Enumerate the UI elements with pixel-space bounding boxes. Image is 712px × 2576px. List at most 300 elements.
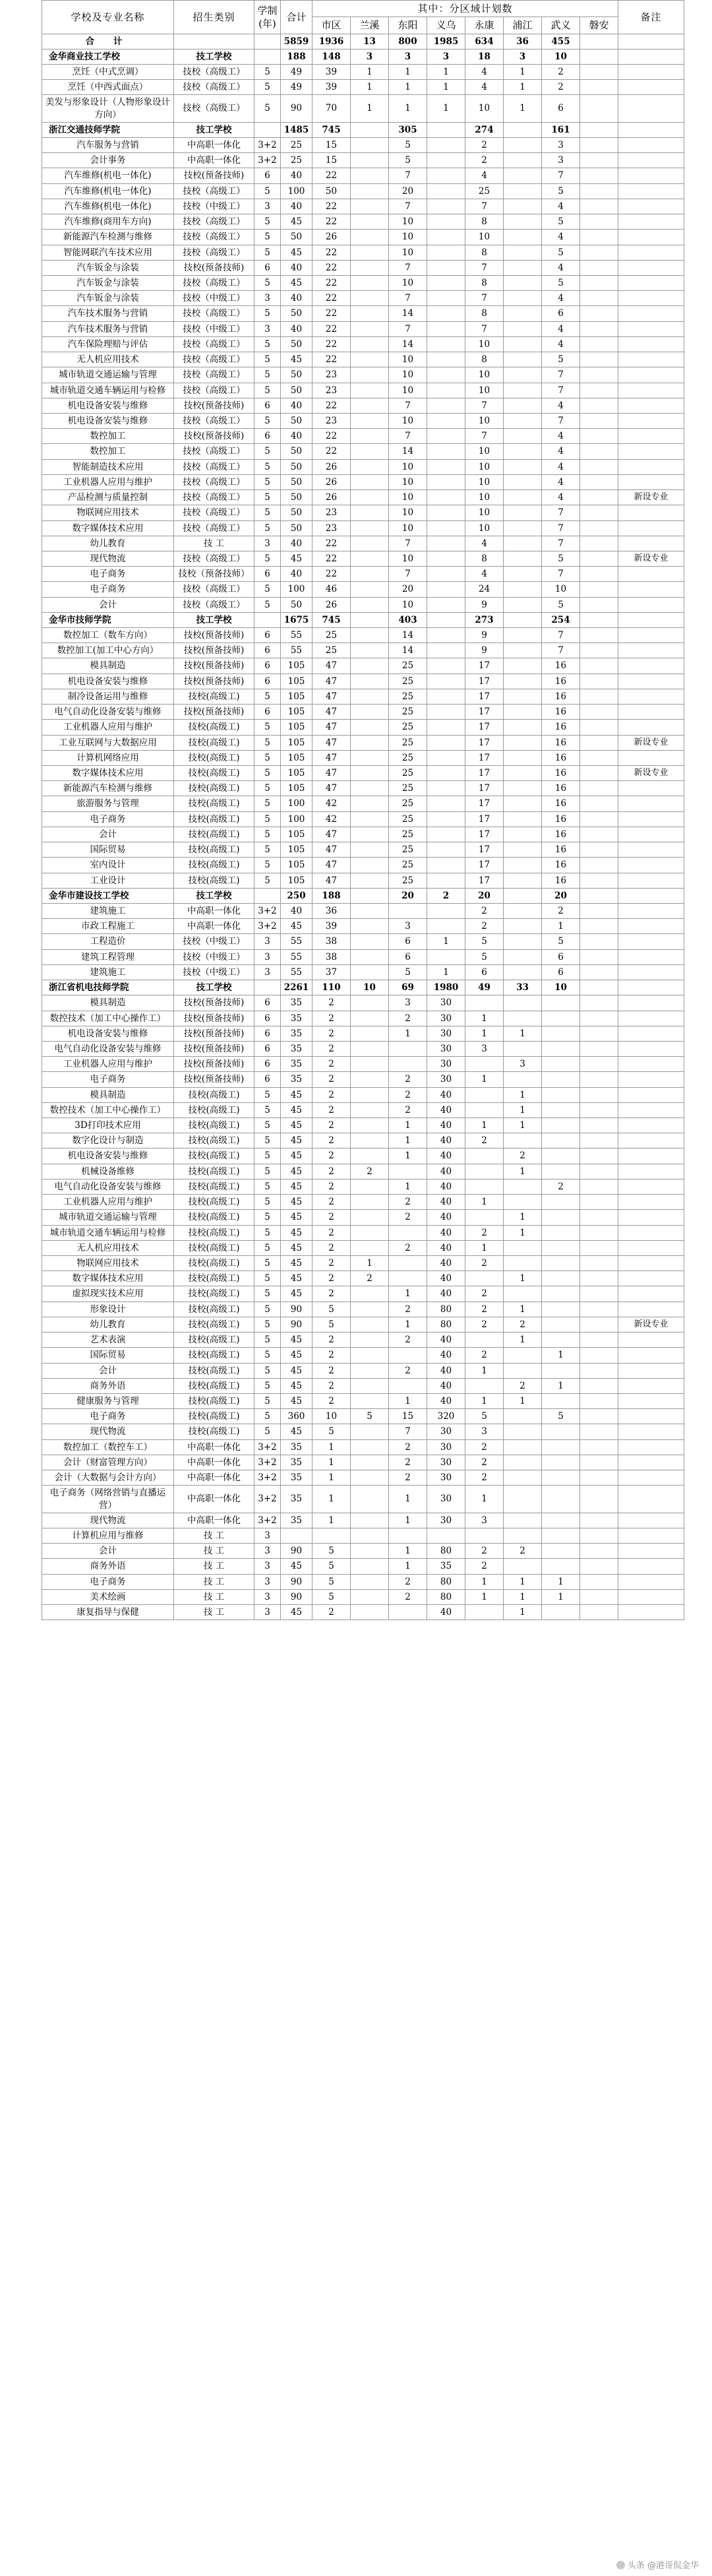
cell-district-7 (580, 873, 618, 888)
cell-total: 45 (281, 551, 312, 566)
cell-note (618, 536, 684, 551)
cell-district-3 (427, 260, 465, 275)
cell-district-1: 2 (351, 1164, 389, 1179)
cell-district-0: 2 (312, 1256, 351, 1271)
cell-district-1: 10 (351, 980, 389, 995)
cell-category: 技校（高级工） (174, 95, 254, 122)
cell-note (618, 367, 684, 383)
cell-years: 3+2 (254, 919, 281, 934)
cell-district-1 (351, 321, 389, 336)
cell-district-0: 188 (312, 888, 351, 903)
cell-years: 5 (254, 490, 281, 505)
table-row (42, 168, 684, 183)
cell-district-1: 2 (351, 1271, 389, 1286)
cell-district-7 (580, 1087, 618, 1102)
cell-district-5: 1 (504, 1102, 542, 1117)
cell-district-5 (504, 245, 542, 260)
cell-district-5: 1 (504, 1087, 542, 1102)
cell-years: 6 (254, 1011, 281, 1026)
cell-category: 技工学校 (174, 49, 254, 64)
cell-district-2: 1 (389, 1026, 427, 1041)
table-row (42, 1317, 684, 1332)
cell-district-3: 40 (427, 1378, 465, 1393)
cell-district-0: 5 (312, 1317, 351, 1332)
cell-major-name: 形象设计 (42, 1302, 174, 1317)
cell-district-6: 7 (542, 505, 580, 520)
cell-district-4: 5 (465, 934, 504, 949)
table-row (42, 138, 684, 153)
cell-district-7 (580, 597, 618, 612)
cell-district-3: 1 (427, 95, 465, 122)
cell-note (618, 597, 684, 612)
cell-district-5 (504, 612, 542, 627)
cell-years: 5 (254, 796, 281, 811)
cell-district-2: 403 (389, 612, 427, 627)
cell-category: 技校（高级工） (174, 276, 254, 291)
cell-years: 5 (254, 781, 281, 796)
cell-district-3: 30 (427, 1011, 465, 1026)
cell-note (618, 1470, 684, 1486)
cell-total: 90 (281, 95, 312, 122)
cell-district-7 (580, 1378, 618, 1393)
cell-category: 技 工 (174, 536, 254, 551)
cell-district-7 (580, 398, 618, 413)
cell-district-0: 39 (312, 80, 351, 95)
cell-district-3 (427, 153, 465, 168)
cell-district-0: 26 (312, 597, 351, 612)
cell-district-3: 35 (427, 1559, 465, 1574)
cell-total: 35 (281, 1439, 312, 1455)
cell-district-5 (504, 873, 542, 888)
cell-years: 3 (254, 536, 281, 551)
cell-district-7 (580, 858, 618, 873)
cell-district-0: 745 (312, 122, 351, 137)
table-row (42, 1118, 684, 1133)
cell-district-5 (504, 138, 542, 153)
cell-district-1 (351, 383, 389, 398)
cell-total: 100 (281, 796, 312, 811)
cell-major-name: 城市轨道交通运输与管理 (42, 367, 174, 383)
header-note: 备注 (618, 1, 684, 34)
cell-years: 3 (254, 964, 281, 980)
cell-district-6: 2 (542, 64, 580, 79)
cell-district-1 (351, 352, 389, 367)
cell-district-7 (580, 919, 618, 934)
cell-district-3: 40 (427, 1271, 465, 1286)
cell-district-6 (542, 1225, 580, 1240)
cell-category: 技工学校 (174, 612, 254, 627)
cell-district-7 (580, 1544, 618, 1559)
cell-district-6: 4 (542, 459, 580, 474)
cell-district-2: 1 (389, 1286, 427, 1302)
cell-district-4 (465, 1087, 504, 1102)
cell-district-4: 4 (465, 64, 504, 79)
cell-district-1 (351, 214, 389, 230)
cell-major-name: 合 计 (42, 34, 174, 49)
cell-years: 5 (254, 858, 281, 873)
enrollment-plan-table (42, 0, 684, 1620)
cell-major-name: 幼儿教育 (42, 1317, 174, 1332)
cell-major-name: 汽车钣金与涂装 (42, 291, 174, 306)
cell-note (618, 612, 684, 627)
cell-district-7 (580, 214, 618, 230)
cell-note (618, 1256, 684, 1271)
cell-major-name: 康复指导与保健 (42, 1605, 174, 1620)
cell-total: 45 (281, 1240, 312, 1255)
cell-total: 40 (281, 398, 312, 413)
cell-district-6: 5 (542, 597, 580, 612)
cell-district-5 (504, 995, 542, 1011)
cell-district-3: 40 (427, 1164, 465, 1179)
cell-category: 技校(高级工) (174, 1133, 254, 1148)
cell-district-5: 1 (504, 1225, 542, 1240)
cell-category: 技校（预备技师） (174, 567, 254, 582)
cell-major-name: 机电设备安装与维修 (42, 674, 174, 689)
table-row (42, 95, 684, 122)
cell-district-0: 47 (312, 766, 351, 781)
cell-district-0: 1936 (312, 34, 351, 49)
cell-major-name: 会计（财富管理方向） (42, 1455, 174, 1470)
cell-years: 5 (254, 551, 281, 566)
cell-district-3 (427, 352, 465, 367)
cell-district-0: 2 (312, 1348, 351, 1363)
cell-note (618, 567, 684, 582)
cell-category: 技校(高级工) (174, 827, 254, 842)
cell-district-6 (542, 1439, 580, 1455)
cell-district-5 (504, 1439, 542, 1455)
cell-district-2: 1 (389, 1513, 427, 1528)
cell-category: 技校（高级工） (174, 183, 254, 199)
cell-total: 100 (281, 811, 312, 827)
cell-district-0: 1 (312, 1455, 351, 1470)
cell-total: 49 (281, 64, 312, 79)
cell-district-4: 10 (465, 444, 504, 459)
cell-district-3: 40 (427, 1195, 465, 1210)
cell-district-1 (351, 720, 389, 735)
cell-district-3: 80 (427, 1574, 465, 1589)
cell-years: 6 (254, 168, 281, 183)
cell-district-0: 22 (312, 429, 351, 444)
cell-district-7 (580, 964, 618, 980)
cell-district-6: 4 (542, 474, 580, 489)
cell-years: 3 (254, 1574, 281, 1589)
cell-note (618, 429, 684, 444)
cell-district-3: 40 (427, 1210, 465, 1225)
cell-major-name: 电气自动化设备安装与维修 (42, 1041, 174, 1056)
cell-major-name: 健康服务与管理 (42, 1393, 174, 1408)
cell-district-1 (351, 1225, 389, 1240)
cell-category: 技校(高级工) (174, 1240, 254, 1255)
cell-district-5 (504, 122, 542, 137)
cell-district-3 (427, 413, 465, 428)
cell-district-1 (351, 1148, 389, 1164)
table-row (42, 949, 684, 964)
table-row (42, 1605, 684, 1620)
cell-district-5 (504, 735, 542, 750)
cell-district-7 (580, 1041, 618, 1056)
cell-major-name: 汽车维修(机电一体化) (42, 183, 174, 199)
cell-district-7 (580, 735, 618, 750)
cell-district-1: 1 (351, 64, 389, 79)
cell-district-4: 3 (465, 1513, 504, 1528)
cell-district-6 (542, 1102, 580, 1117)
cell-total: 105 (281, 720, 312, 735)
cell-note (618, 949, 684, 964)
table-row (42, 1057, 684, 1072)
cell-total: 50 (281, 520, 312, 536)
cell-district-1: 1 (351, 95, 389, 122)
cell-district-1 (351, 919, 389, 934)
cell-note (618, 444, 684, 459)
cell-years: 3 (254, 321, 281, 336)
cell-total: 50 (281, 444, 312, 459)
cell-district-1 (351, 520, 389, 536)
cell-district-3: 40 (427, 1286, 465, 1302)
cell-district-7 (580, 1256, 618, 1271)
cell-district-2: 25 (389, 842, 427, 858)
cell-years: 5 (254, 1302, 281, 1317)
cell-district-0: 26 (312, 230, 351, 245)
cell-category: 技校(预备技师) (174, 1041, 254, 1056)
cell-district-0 (312, 1528, 351, 1543)
cell-note: 新设专业 (618, 766, 684, 781)
cell-district-5: 1 (504, 1574, 542, 1589)
cell-major-name: 工业互联网与大数据应用 (42, 735, 174, 750)
cell-note (618, 1225, 684, 1240)
cell-district-1 (351, 934, 389, 949)
cell-major-name: 市政工程施工 (42, 919, 174, 934)
cell-district-4: 2 (465, 1470, 504, 1486)
cell-district-3: 1 (427, 934, 465, 949)
cell-district-5: 1 (504, 1333, 542, 1348)
cell-district-7 (580, 643, 618, 658)
cell-years: 5 (254, 1195, 281, 1210)
cell-district-2: 7 (389, 168, 427, 183)
cell-district-6: 161 (542, 122, 580, 137)
cell-district-2: 1 (389, 1559, 427, 1574)
cell-district-4: 17 (465, 827, 504, 842)
cell-major-name: 数控加工 (42, 444, 174, 459)
cell-category: 技校(高级工) (174, 873, 254, 888)
cell-district-5 (504, 674, 542, 689)
cell-district-0: 22 (312, 291, 351, 306)
cell-years: 5 (254, 1256, 281, 1271)
cell-district-3 (427, 827, 465, 842)
cell-note (618, 122, 684, 137)
cell-total: 45 (281, 1133, 312, 1148)
cell-district-1 (351, 1011, 389, 1026)
cell-total: 45 (281, 1179, 312, 1194)
cell-total: 45 (281, 1271, 312, 1286)
cell-district-5 (504, 1348, 542, 1363)
table-row (42, 873, 684, 888)
cell-note: 新设专业 (618, 551, 684, 566)
cell-major-name: 物联网应用技术 (42, 505, 174, 520)
cell-district-2: 1 (389, 80, 427, 95)
cell-district-5 (504, 520, 542, 536)
cell-major-name: 商务外语 (42, 1378, 174, 1393)
cell-major-name: 3D打印技术应用 (42, 1118, 174, 1133)
cell-district-6: 2 (542, 1179, 580, 1194)
cell-district-5 (504, 949, 542, 964)
watermark-footer (616, 2558, 699, 2571)
cell-district-4: 2 (465, 1348, 504, 1363)
cell-district-7 (580, 1528, 618, 1543)
cell-total: 35 (281, 1072, 312, 1087)
cell-district-1 (351, 276, 389, 291)
cell-major-name: 汽车钣金与涂装 (42, 260, 174, 275)
cell-major-name: 艺术表演 (42, 1333, 174, 1348)
cell-note (618, 474, 684, 489)
cell-district-2: 1 (389, 1317, 427, 1332)
table-row (42, 1225, 684, 1240)
cell-district-6: 16 (542, 842, 580, 858)
cell-district-6: 4 (542, 199, 580, 214)
cell-district-4: 634 (465, 34, 504, 49)
cell-district-2: 2 (389, 1087, 427, 1102)
cell-district-0: 15 (312, 153, 351, 168)
cell-major-name: 机械设备维修 (42, 1164, 174, 1179)
cell-district-7 (580, 34, 618, 49)
cell-district-7 (580, 1317, 618, 1332)
cell-category: 技 工 (174, 1589, 254, 1604)
cell-district-6: 4 (542, 321, 580, 336)
cell-district-4 (465, 1102, 504, 1117)
cell-category: 技校（高级工） (174, 490, 254, 505)
cell-district-1 (351, 658, 389, 674)
header-district-2: 东阳 (389, 17, 427, 34)
cell-note (618, 214, 684, 230)
cell-total: 5859 (281, 34, 312, 49)
cell-district-0: 5 (312, 1574, 351, 1589)
cell-district-3 (427, 750, 465, 765)
cell-total: 35 (281, 1041, 312, 1056)
cell-category: 技校（中级工） (174, 934, 254, 949)
cell-district-4: 7 (465, 260, 504, 275)
cell-total: 100 (281, 183, 312, 199)
cell-total: 45 (281, 1118, 312, 1133)
cell-note (618, 1544, 684, 1559)
cell-category: 技校(高级工) (174, 1148, 254, 1164)
cell-note (618, 964, 684, 980)
cell-district-3: 30 (427, 1513, 465, 1528)
cell-district-0: 39 (312, 64, 351, 79)
cell-district-6 (542, 1528, 580, 1543)
cell-district-2 (389, 1528, 427, 1543)
cell-note (618, 64, 684, 79)
cell-district-6: 16 (542, 781, 580, 796)
table-row (42, 689, 684, 704)
cell-district-1 (351, 1317, 389, 1332)
cell-district-7 (580, 1302, 618, 1317)
cell-total: 35 (281, 1455, 312, 1470)
cell-note (618, 750, 684, 765)
cell-district-2: 2 (389, 1455, 427, 1470)
cell-district-3 (427, 643, 465, 658)
cell-district-6: 7 (542, 520, 580, 536)
cell-district-5: 1 (504, 95, 542, 122)
cell-district-6 (542, 1486, 580, 1513)
cell-district-7 (580, 1271, 618, 1286)
cell-major-name: 数控加工(加工中心方向） (42, 643, 174, 658)
cell-total: 45 (281, 1210, 312, 1225)
cell-district-1: 3 (351, 49, 389, 64)
cell-district-2: 6 (389, 949, 427, 964)
cell-years: 5 (254, 444, 281, 459)
cell-district-7 (580, 1102, 618, 1117)
cell-years: 5 (254, 1179, 281, 1194)
table-row (42, 1528, 684, 1543)
cell-district-1 (351, 1179, 389, 1194)
cell-district-7 (580, 1424, 618, 1439)
cell-district-2: 7 (389, 398, 427, 413)
cell-district-5 (504, 766, 542, 781)
cell-years: 5 (254, 64, 281, 79)
cell-major-name: 金华商业技工学校 (42, 49, 174, 64)
cell-years: 5 (254, 689, 281, 704)
cell-district-6 (542, 1072, 580, 1087)
cell-district-5: 1 (504, 1164, 542, 1179)
cell-note (618, 1486, 684, 1513)
cell-major-name: 模具制造 (42, 1087, 174, 1102)
cell-district-4: 8 (465, 276, 504, 291)
cell-note (618, 1087, 684, 1102)
cell-years: 5 (254, 1087, 281, 1102)
cell-district-2 (389, 1348, 427, 1363)
table-row (42, 352, 684, 367)
cell-district-6: 16 (542, 827, 580, 842)
cell-district-2: 10 (389, 352, 427, 367)
table-row (42, 536, 684, 551)
cell-district-2: 5 (389, 964, 427, 980)
cell-district-3: 40 (427, 1393, 465, 1408)
cell-district-7 (580, 1195, 618, 1210)
table-row (42, 1072, 684, 1087)
cell-district-0: 2 (312, 1333, 351, 1348)
cell-district-0: 50 (312, 183, 351, 199)
cell-district-3 (427, 122, 465, 137)
cell-district-4: 2 (465, 153, 504, 168)
cell-total: 50 (281, 336, 312, 352)
cell-district-1 (351, 291, 389, 306)
cell-district-2: 1 (389, 95, 427, 122)
cell-total: 45 (281, 1225, 312, 1240)
cell-total: 105 (281, 705, 312, 720)
cell-district-1 (351, 858, 389, 873)
cell-major-name: 电子商务 (42, 1072, 174, 1087)
cell-district-4: 8 (465, 306, 504, 321)
cell-total: 1675 (281, 612, 312, 627)
cell-major-name: 计算机网络应用 (42, 750, 174, 765)
cell-major-name: 数控技术（加工中心操作工） (42, 1102, 174, 1117)
cell-district-6: 1 (542, 1589, 580, 1604)
cell-category: 中高职一体化 (174, 1513, 254, 1528)
cell-category: 技校(高级工) (174, 811, 254, 827)
cell-district-6: 10 (542, 980, 580, 995)
cell-note (618, 1133, 684, 1148)
cell-total: 50 (281, 474, 312, 489)
cell-total: 45 (281, 1559, 312, 1574)
cell-district-3: 30 (427, 1424, 465, 1439)
cell-note (618, 995, 684, 1011)
cell-district-7 (580, 474, 618, 489)
cell-total: 55 (281, 628, 312, 643)
cell-years: 3 (254, 1528, 281, 1543)
cell-category: 技校(预备技师) (174, 643, 254, 658)
cell-major-name: 国际贸易 (42, 1348, 174, 1363)
cell-district-1 (351, 505, 389, 520)
cell-district-1 (351, 995, 389, 1011)
